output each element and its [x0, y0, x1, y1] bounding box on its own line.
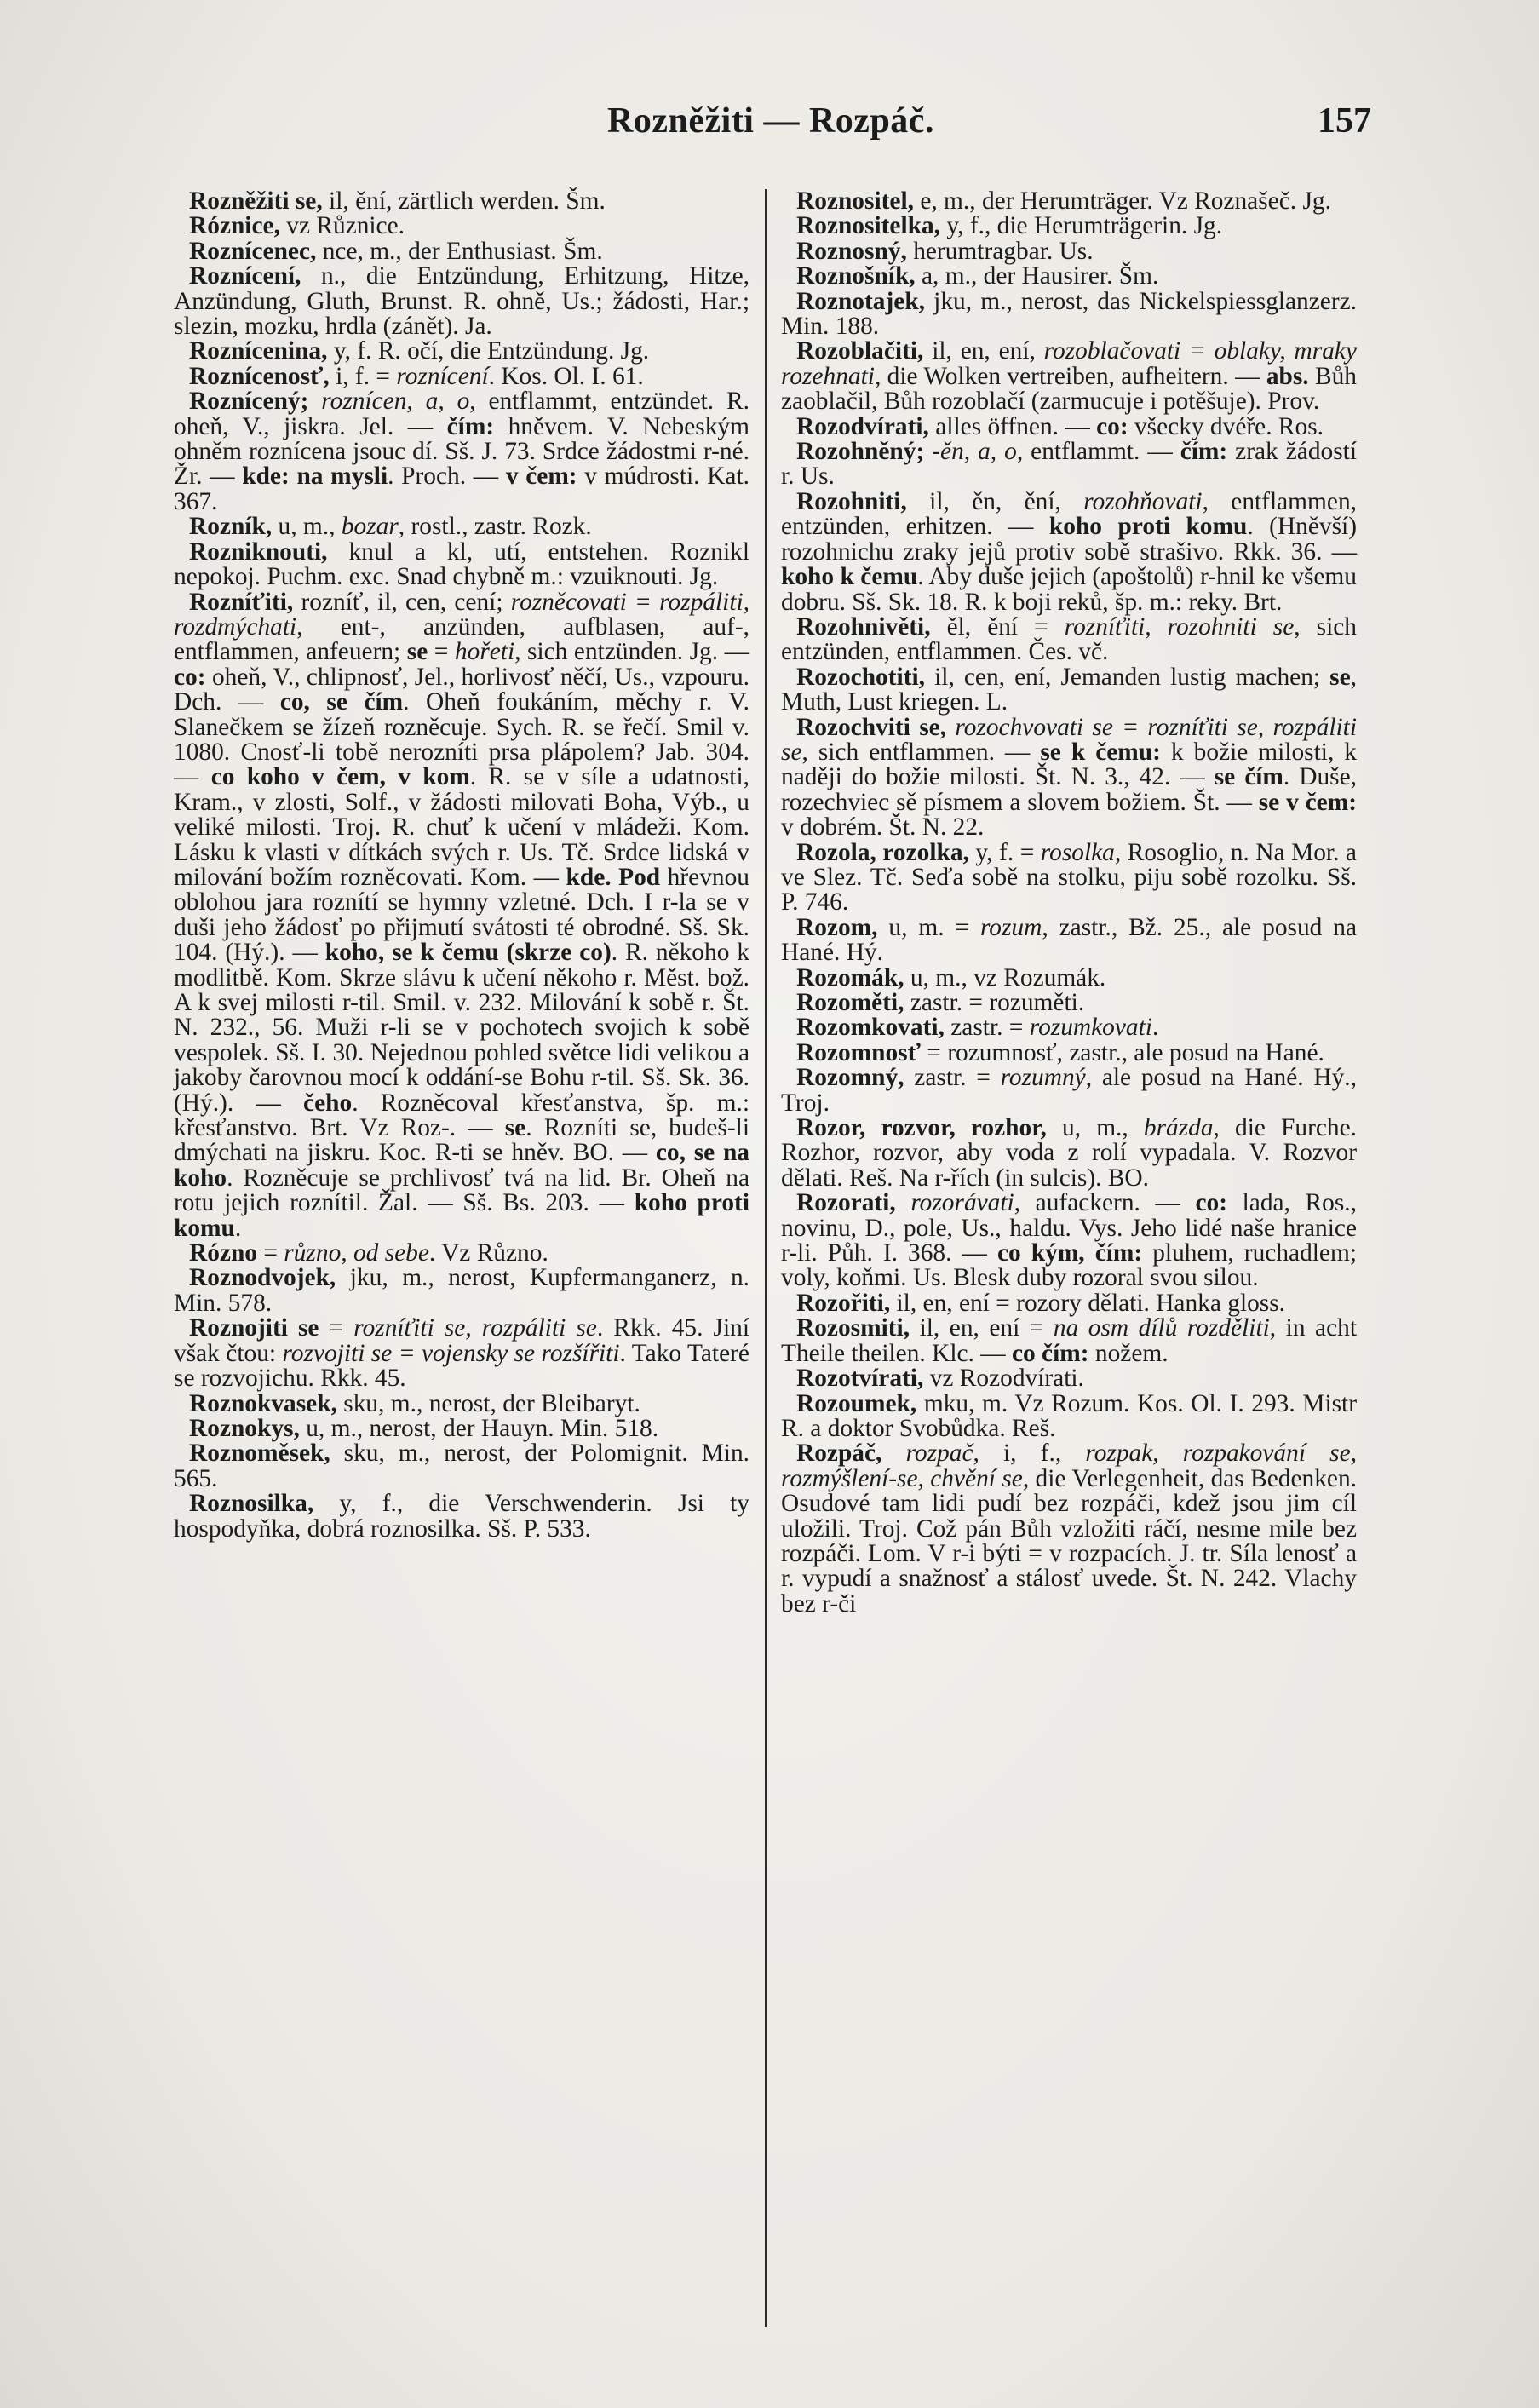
entry-headword: Roznotajek, — [796, 287, 926, 315]
dictionary-entry — [174, 189, 749, 214]
dictionary-entry — [781, 1191, 1357, 1291]
entry-headword: Rozosmiti, — [796, 1314, 910, 1342]
entry-headword: Rozodvírati, — [796, 412, 929, 440]
entry-text: . — [234, 1214, 242, 1242]
entry-headword: Rozochotiti, — [796, 663, 926, 691]
entry-text: , ale posud na Hané. Hý., Troj. — [781, 1064, 1357, 1117]
entry-gloss-italic: rozum — [979, 913, 1042, 941]
entry-subheading: se — [406, 638, 428, 666]
entry-gloss-italic: roznícení — [396, 362, 489, 390]
entry-text: , Muth, Lust kriegen. L. — [781, 663, 1357, 716]
entry-headword: Rozoumek, — [796, 1389, 917, 1417]
dictionary-entry — [781, 239, 1357, 264]
entry-headword: Rozor, rozvor, rozhor, — [796, 1114, 1047, 1142]
entry-subheading: koho proti komu — [1048, 513, 1248, 541]
entry-text: , i, f., — [973, 1440, 1086, 1468]
entry-text: vz Rozodvírati. — [923, 1365, 1084, 1393]
entry-headword: Rozomkovati, — [796, 1014, 945, 1042]
page-number: 157 — [1318, 101, 1371, 141]
dictionary-entry — [174, 1491, 749, 1542]
entry-subheading: kde: na mysli — [242, 463, 388, 491]
entry-headword: Roznodvojek, — [189, 1264, 336, 1292]
entry-headword: Rozník, — [189, 513, 273, 541]
entry-text — [946, 714, 955, 741]
entry-text: , die Verlegenheit, das Bedenken. Osudové tam lidi pudí bez rozpáči, kdež jsou jim cíl uložili. Troj. Což pán Bůh vzložiti ráčí, nesme mile bez rozpáči. Lom. V r-i býti = v rozpacích. J. tr. Síla lenosť a r. vypudí a snažnosť a stálosť uvede. Št. N. 242. Vlachy bez r-či — [781, 1464, 1357, 1618]
entry-headword: Rozohniti, — [796, 487, 907, 515]
dictionary-entry — [781, 1116, 1357, 1191]
entry-text: . Rozníti se, budeš-li dmýchati na jiskru. Koc. R-ti se hněv. BO. — — [174, 1114, 749, 1167]
dictionary-entry — [174, 1241, 749, 1266]
column-divider — [765, 189, 767, 2327]
entry-text: e, m., der Herumträger. Vz Roznašeč. Jg. — [913, 187, 1331, 215]
dictionary-entry — [781, 287, 1357, 341]
entry-text: il, en, ení = rozory dělati. Hanka gloss. — [890, 1289, 1286, 1317]
entry-text: u, m., vz Rozumák. — [904, 963, 1106, 991]
entry-text: y, f. = — [968, 838, 1041, 866]
entry-headword: Rozomný, — [796, 1064, 904, 1092]
entry-headword: Roznoměsek, — [189, 1440, 330, 1468]
entry-headword: Roznositelka, — [796, 212, 940, 240]
entry-text: il, cen, ení, Jemanden lustig machen; — [925, 663, 1330, 691]
entry-subheading: se — [504, 1114, 526, 1142]
entry-headword: Roznositel, — [796, 187, 914, 215]
entry-headword: Rozohněný; — [796, 438, 925, 466]
entry-text: jku, m., nerost, Kupfermanganerz, n. Min. 578. — [174, 1264, 749, 1317]
entry-text: , sich entflammen. — — [801, 738, 1041, 766]
dictionary-entry — [781, 1038, 1357, 1066]
entry-subheading: co kým, čím: — [996, 1239, 1143, 1267]
entry-text: y, f., die Verschwenderin. Jsi ty hospodyňka, dobrá roznosilka. Sš. P. 533. — [174, 1490, 749, 1543]
dictionary-entry — [781, 665, 1357, 716]
entry-headword: Rozoblačiti, — [796, 337, 924, 365]
entry-headword: Rozochviti se, — [796, 713, 947, 741]
entry-text: , rostl., zastr. Rozk. — [398, 513, 592, 541]
entry-subheading: čeho — [303, 1089, 353, 1117]
entry-text: . Vz Různo. — [428, 1239, 548, 1267]
entry-text: u, m., — [1046, 1114, 1144, 1142]
entry-gloss-italic: různo, od sebe — [284, 1239, 429, 1267]
entry-text: . — [1151, 1014, 1159, 1042]
entry-subheading: v čem: — [505, 463, 577, 491]
dictionary-entry — [781, 963, 1357, 991]
dictionary-entry — [781, 339, 1357, 414]
entry-gloss-italic: na osm dílů rozděliti — [1053, 1314, 1270, 1342]
entry-subheading: co koho v čem, v kom — [210, 763, 470, 791]
entry-text: , die Wolken vertreiben, aufheitern. — — [874, 362, 1266, 390]
entry-headword: Roznokys, — [189, 1414, 300, 1442]
entry-gloss-italic: rozpak, rozpakování se, rozmýšlení-se, chvění se — [781, 1440, 1357, 1492]
dictionary-entry — [781, 1066, 1357, 1116]
entry-subheading: kde. Pod — [566, 863, 661, 891]
entry-headword: Rózno — [189, 1239, 258, 1267]
entry-text: zrak žádostí r. Us. — [781, 438, 1357, 491]
entry-subheading: co čím: — [1011, 1339, 1089, 1367]
entry-text: = — [257, 1239, 284, 1267]
entry-headword: Rozorati, — [796, 1189, 896, 1217]
dictionary-entry — [781, 440, 1357, 490]
entry-text: alles öffnen. — — [928, 412, 1097, 440]
dictionary-entry — [781, 412, 1357, 440]
entry-headword: Roznošník, — [796, 262, 916, 290]
entry-headword: Rozníťiti, — [189, 588, 294, 616]
entry-gloss-italic: roznícen, a, o — [321, 388, 470, 416]
entry-text: , entflammt. — — [1016, 438, 1180, 466]
entry-subheading: koho proti komu — [174, 1189, 750, 1242]
entry-headword: Rozněžiti se, — [189, 187, 323, 215]
entry-text: . Kos. Ol. I. 61. — [488, 362, 644, 390]
dictionary-entry — [174, 264, 749, 339]
entry-headword: Rozomnosť — [796, 1038, 921, 1066]
entry-headword: Rozotvírati, — [796, 1365, 924, 1393]
left-column — [174, 189, 749, 1542]
entry-headword: Roznokvasek, — [189, 1389, 337, 1417]
entry-text: jku, m., nerost, das Nickelspiessglanzerz. Min. 188. — [781, 287, 1357, 341]
dictionary-entry — [781, 264, 1357, 289]
entry-gloss-italic: rozohňovati — [1083, 487, 1203, 515]
entry-gloss-italic: rosolka — [1040, 838, 1115, 866]
entry-headword: Rozpáč, — [796, 1440, 882, 1468]
entry-text: zastr. = — [944, 1014, 1030, 1042]
entry-headword: Rozniknouti, — [189, 537, 328, 566]
entry-text: zastr. = — [904, 1064, 1001, 1092]
entry-text: všecky dvéře. Ros. — [1128, 412, 1324, 440]
entry-text: . Aby duše jejich (apoštolů) r-hnil ke všemu dobru. Sš. Sk. 18. R. k boji reků, šp. m.: reky. Brt. — [781, 563, 1357, 616]
dictionary-entry — [781, 612, 1357, 666]
entry-headword: Roznícený; — [189, 388, 309, 416]
entry-gloss-italic: rozumkovati — [1029, 1014, 1152, 1042]
dictionary-entry — [174, 389, 749, 514]
entry-text: . Rkk. 45. Jiní však čtou: — [174, 1314, 749, 1367]
entry-text: v dobrém. Št. N. 22. — [781, 813, 985, 842]
entry-subheading: co, se na koho — [174, 1139, 750, 1192]
running-title: Rozněžiti — Rozpáč. — [607, 101, 934, 141]
dictionary-entry — [174, 1266, 749, 1316]
dictionary-entry — [781, 1316, 1357, 1366]
dictionary-entry — [781, 214, 1357, 239]
dictionary-entry — [174, 514, 749, 539]
entry-headword: Rozořiti, — [796, 1289, 891, 1317]
entry-gloss-italic: rozpač — [905, 1440, 973, 1468]
entry-headword: Roznícenosť, — [189, 362, 330, 390]
entry-text: u, m. = — [877, 913, 980, 941]
entry-subheading: abs. — [1266, 362, 1309, 390]
entry-text: n., die Entzündung, Erhitzung, Hitze, Anzündung, Gluth, Brunst. R. ohně, Us.; žádosti, Har.; slezin, mozku, hrdla (zánět). Ja. — [174, 262, 749, 341]
entry-text: rozníť, il, cen, cení; — [293, 588, 511, 616]
entry-subheading: se čím — [1214, 763, 1283, 791]
entry-text: nce, m., der Enthusiast. Šm. — [316, 237, 603, 265]
entry-text: , aufackern. — — [1014, 1189, 1196, 1217]
entry-headword: Rozohnivěti, — [796, 612, 931, 641]
entry-gloss-italic: rozvojiti se = vojensky se rozšířiti — [282, 1339, 620, 1367]
entry-text: , ent-, anzünden, aufblasen, auf-, entflammen, anfeuern; — [174, 612, 749, 666]
entry-gloss-italic: rozorávati — [910, 1189, 1014, 1217]
entry-headword: Róznice, — [189, 212, 280, 240]
entry-text — [896, 1189, 911, 1216]
entry-text: Bůh zaoblačil, Bůh rozoblačí (zarmucuje i potěšuje). Prov. — [781, 362, 1357, 416]
entry-text: = rozumnosť, zastr., ale posud na Hané. — [920, 1038, 1324, 1066]
entry-text: . Rozněcuje se prchlivosť tvá na lid. Br. Oheň na rotu jejich roznítil. Žal. — Sš. Bs. 203. — — [174, 1164, 749, 1217]
entry-headword: Roznícenec, — [189, 237, 317, 265]
entry-headword: Roznojiti se — [189, 1314, 319, 1342]
dictionary-entry — [174, 1414, 749, 1442]
dictionary-entry — [781, 913, 1357, 967]
dictionary-entry — [174, 1316, 749, 1391]
page-header — [170, 101, 1371, 152]
entry-text: u, m., — [272, 513, 342, 541]
entry-subheading: koho k čemu — [781, 563, 918, 591]
entry-headword: Roznosilka, — [189, 1490, 314, 1518]
entry-subheading: čím: — [1180, 438, 1228, 466]
entry-text — [881, 1440, 905, 1467]
entry-subheading: co: — [1096, 412, 1128, 440]
entry-text: = — [319, 1314, 354, 1342]
entry-text: . Rozněcoval křesťanstva, šp. m.: křesťanstvo. Brt. Vz Roz-. — — [174, 1089, 749, 1142]
entry-text: , Rosoglio, n. Na Mor. a ve Slez. Tč. Seďa sobě na stolku, piju sobě rozolku. Sš. P. 746. — [781, 838, 1357, 917]
entry-text: lada, Ros., novinu, D., pole, Us., haldu. Vys. Jeho lidé naše hranice r-li. Půh. I. 368. — — [781, 1189, 1357, 1267]
entry-text: i, f. = — [329, 362, 397, 390]
entry-text: k božie milosti, k naději do božie milosti. Št. N. 3., 42. — — [781, 738, 1358, 791]
entry-gloss-italic: brázda — [1143, 1114, 1214, 1142]
right-column — [781, 189, 1357, 1617]
entry-text: , entflammt, entzündet. R. oheň, V., jiskra. Jel. — — [174, 388, 749, 440]
entry-text: . Tako Tateré se rozvojichu. Rkk. 45. — [174, 1339, 749, 1393]
entry-text: nožem. — [1088, 1339, 1169, 1367]
entry-text: herumtragbar. Us. — [906, 237, 1094, 265]
dictionary-entry — [174, 239, 749, 264]
entry-text: , sich entzünden, entflammen. Čes. vč. — [781, 612, 1357, 666]
entry-subheading: co: — [1195, 1189, 1228, 1217]
entry-text: mku, m. Vz Rozum. Kos. Ol. I. 293. Mistr R. a doktor Svobůdka. Reš. — [781, 1389, 1357, 1442]
entry-subheading: se — [1329, 663, 1351, 691]
entry-text: . Oheň foukáním, měchy r. V. Slanečkem se žízeň rozněcuje. Sych. R. se řečí. Smil v. 1080. Cnosť-li tobě nerozníti prsa plápolem? Jab. 304. — — [174, 688, 749, 791]
entry-gloss-italic: -ěn, a, o — [932, 438, 1017, 466]
dictionary-entry — [781, 1015, 1357, 1040]
entry-subheading: koho, se k čemu (skrze co) — [324, 939, 612, 967]
dictionary-entry — [781, 1389, 1357, 1442]
entry-text: . R. se v síle a udatnosti, Kram., v zlosti, Solf., v žádosti milovati Boha, Výb., u veliké milosti. Troj. R. chuť k učení v mládeži. Kom. Lásku k vlasti v dítkách svých r. Us. Tč. Srdce lidská v milování božím rozněcovati. Kom. — — [174, 763, 749, 891]
entry-gloss-italic: bozar — [341, 513, 399, 541]
entry-headword: Roznícenina, — [189, 337, 328, 365]
entry-text: a, m., der Hausirer. Šm. — [915, 262, 1159, 290]
dictionary-entry — [781, 838, 1357, 917]
entry-gloss-italic: rozumný — [1000, 1064, 1086, 1092]
entry-text: . (Hněvší) rozohnichu zraky jejů protiv sobě strašivo. Rkk. 36. — — [781, 513, 1357, 566]
entry-gloss-italic: rozníťiti se, rozpáliti se — [353, 1314, 597, 1342]
dictionary-entry — [174, 1441, 749, 1491]
entry-headword: Rozoměti, — [796, 989, 904, 1016]
entry-text: vz Různice. — [279, 212, 405, 240]
entry-text: zastr. = rozuměti. — [904, 989, 1085, 1016]
entry-text: . Proch. — — [388, 463, 506, 491]
entry-headword: Rozomák, — [796, 963, 904, 991]
entry-text: il, en, ení = — [910, 1314, 1054, 1342]
entry-subheading: co: — [174, 663, 206, 691]
entry-headword: Roznosný, — [796, 237, 907, 265]
entry-text: = — [428, 638, 455, 666]
entry-gloss-italic: rozněcovati = rozpáliti, rozdmýchati — [174, 588, 749, 641]
dictionary-entry — [781, 1291, 1357, 1316]
dictionary-entry — [781, 1441, 1357, 1617]
entry-text: pluhem, ruchadlem; voly, koňmi. Us. Blesk duby rozoral svou silou. — [781, 1239, 1357, 1292]
entry-text: , in acht Theile theilen. Klc. — — [781, 1314, 1357, 1367]
dictionary-entry — [781, 487, 1357, 616]
entry-text: knul a kl, utí, entstehen. Roznikl nepokoj. Puchm. exc. Snad chybně m.: vzuiknouti. Jg. — [174, 537, 749, 591]
entry-text: il, en, ení, — [923, 337, 1044, 365]
entry-text: , die Furche. Rozhor, rozvor, aby voda z rolí vypadala. V. Rozvor dělati. Reš. Na r-řích (in sulcis). BO. — [781, 1114, 1357, 1192]
dictionary-entry — [781, 991, 1357, 1015]
entry-headword: Rozom, — [796, 913, 878, 941]
dictionary-entry — [174, 339, 749, 364]
entry-text: u, m., nerost, der Hauyn. Min. 518. — [299, 1414, 659, 1442]
dictionary-entry — [174, 590, 749, 1242]
entry-text: y, f., die Herumträgerin. Jg. — [940, 212, 1223, 240]
dictionary-entry — [781, 1366, 1357, 1391]
entry-text: il, ění, zärtlich werden. Šm. — [322, 187, 606, 215]
dictionary-entry — [174, 1389, 749, 1417]
dictionary-entry — [174, 537, 749, 591]
dictionary-entry — [781, 713, 1358, 842]
entry-text: ěl, ění = — [930, 612, 1065, 641]
entry-text — [924, 438, 932, 465]
entry-text: sku, m., nerost, der Polomignit. Min. 565. — [174, 1440, 749, 1492]
entry-gloss-italic: rozoblačovati = oblaky, mraky rozehnati — [781, 337, 1357, 390]
entry-text: v múdrosti. Kat. 367. — [174, 463, 749, 515]
entry-subheading: se v čem: — [1258, 788, 1357, 816]
entry-headword: Roznícení, — [189, 262, 301, 290]
entry-text — [308, 388, 321, 415]
entry-gloss-italic: rozochvovati se = rozníťiti se, rozpáliti se — [781, 713, 1357, 766]
entry-text: . R. někoho k modlitbě. Kom. Skrze slávu k učení někoho r. Měst. bož. A k svej milosti r-til. Smil. v. 232. Milování k sobě r. Št. N. 232., 56. Muži r-li se v pochotech svojich k sobě vespolek. Sš. I. 30. Nejednou pohled světce lidi velikou a jakoby čarovnou mocí k oddání-se Bohu r-til. Sš. Sk. 36. (Hý.). — — [174, 939, 750, 1117]
entry-text: oheň, V., chlipnosť, Jel., horlivosť něčí, Us., vzpouru. Dch. — — [174, 663, 749, 716]
entry-text: . Duše, rozechviec sě písmem a slovem božiem. Št. — — [781, 763, 1357, 816]
entry-text: y, f. R. očí, die Entzündung. Jg. — [327, 337, 650, 365]
entry-gloss-italic: rozníťiti, rozohniti se — [1064, 612, 1295, 641]
entry-subheading: co, se čím — [279, 688, 404, 716]
entry-text: sku, m., nerost, der Bleibaryt. — [336, 1389, 640, 1417]
entry-text: hněvem. V. Nebeským ohněm roznícena jsouc dí. Sš. J. 73. Srdce žádostmi r-né. Žr. — — [174, 412, 749, 491]
entry-subheading: čím: — [446, 412, 495, 440]
entry-subheading: se k čemu: — [1040, 738, 1161, 766]
dictionary-entry — [781, 189, 1357, 214]
entry-text: il, ěn, ění, — [906, 487, 1084, 515]
entry-text: , zastr., Bž. 25., ale posud na Hané. Hý. — [781, 913, 1357, 967]
entry-headword: Rozola, rozolka, — [796, 838, 969, 866]
dictionary-entry — [174, 362, 749, 390]
dictionary-entry — [174, 214, 749, 239]
entry-text: hřevnou oblohou jara roznítí se hymny vzletné. Dch. I r-la se v duši jeho žádosť po přijmutí svátosti té obrodné. Sš. Sk. 104. (Hý.). — — [174, 863, 749, 967]
entry-gloss-italic: hořeti — [454, 638, 515, 666]
entry-text: , entflammen, entzünden, erhitzen. — — [781, 487, 1357, 541]
entry-text: , sich entzünden. Jg. — — [514, 638, 749, 666]
